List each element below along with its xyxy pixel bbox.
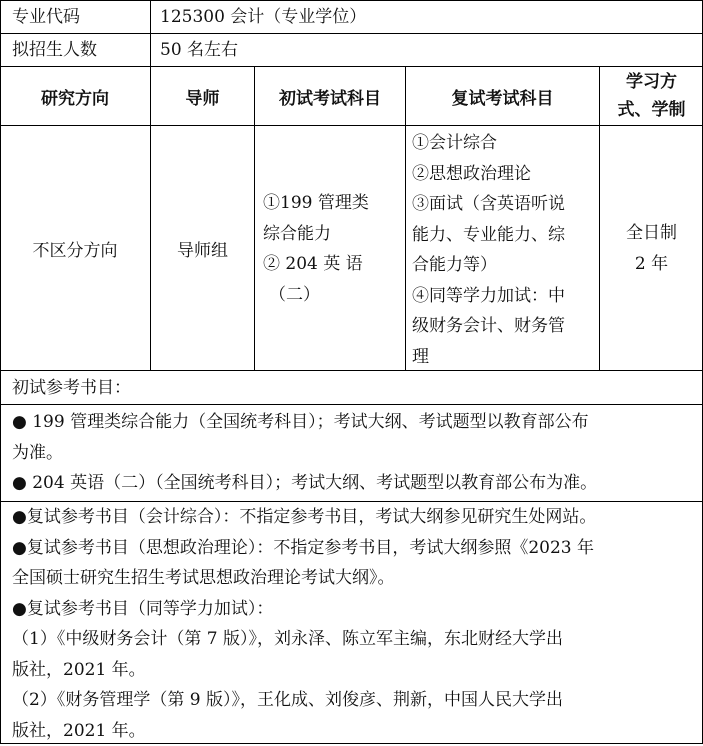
initial-exam-line: ② 204 英 语: [263, 249, 401, 280]
header-direction: 研究方向: [0, 66, 150, 126]
header-study-mode-line2: 式、学制: [600, 96, 703, 124]
initial-exam-line: ①199 管理类: [263, 188, 401, 219]
initial-refs-text: [12, 407, 698, 499]
header-advisor: 导师: [151, 66, 254, 126]
info-label-quota: 拟招生人数: [12, 35, 97, 65]
header-study-mode-line1: 学习方: [600, 68, 703, 96]
retest-line: 理: [412, 342, 597, 373]
retest-ref-line: 版社，2021 年。: [12, 655, 698, 686]
cell-initial-exam: [263, 188, 401, 310]
retest-ref-line: ●复试参考书目（会计综合）：不指定参考书目，考试大纲参见研究生处网站。: [12, 502, 698, 533]
initial-refs-title: 初试参考书目：: [12, 373, 131, 403]
retest-line: 合能力等）: [412, 250, 597, 281]
retest-ref-line: （2）《财务管理学（第 9 版）》，王化成、刘俊彦、荆新，中国人民大学出: [12, 685, 698, 716]
retest-ref-line: ●复试参考书目（同等学力加试）：: [12, 594, 698, 625]
initial-ref-line: 为准。: [12, 438, 698, 469]
retest-ref-line: ●复试参考书目（思想政治理论）：不指定参考书目，考试大纲参照《2023 年: [12, 533, 698, 564]
header-study-mode: [600, 66, 703, 126]
retest-line: 能力、专业能力、综: [412, 220, 597, 251]
info-value-code: 125300 会计（专业学位）: [160, 2, 366, 32]
retest-line: ①会计综合: [412, 128, 597, 159]
retest-line: 级财务会计、财务管: [412, 311, 597, 342]
retest-refs-text: [12, 502, 698, 746]
retest-ref-line: 版社，2021 年。: [12, 716, 698, 746]
header-initial-exam: 初试考试科目: [255, 66, 405, 126]
initial-ref-line: ● 204 英语（二）（全国统考科目）；考试大纲、考试题型以教育部公布为准。: [12, 468, 698, 499]
retest-line: ②思想政治理论: [412, 159, 597, 190]
study-mode-line: 2 年: [600, 249, 703, 280]
header-retest: 复试考试科目: [406, 66, 599, 126]
cell-study-mode: [600, 218, 703, 279]
info-row-quota: [0, 33, 703, 67]
retest-line: ③面试（含英语听说: [412, 189, 597, 220]
initial-ref-line: ● 199 管理类综合能力（全国统考科目）；考试大纲、考试题型以教育部公布: [12, 407, 698, 438]
study-mode-line: 全日制: [600, 218, 703, 249]
initial-exam-line: 综合能力: [263, 219, 401, 250]
cell-advisor: 导师组: [151, 126, 254, 371]
retest-line: ④同等学力加试：中: [412, 281, 597, 312]
retest-ref-line: （1）《中级财务会计（第 7 版）》，刘永泽、陈立军主编，东北财经大学出: [12, 624, 698, 655]
cell-retest: [412, 128, 597, 372]
retest-ref-line: 全国硕士研究生招生考试思想政治理论考试大纲》。: [12, 563, 698, 594]
info-label-code: 专业代码: [12, 2, 80, 32]
info-value-quota: 50 名左右: [160, 35, 238, 65]
initial-exam-line: （二）: [263, 280, 401, 311]
cell-direction: 不区分方向: [0, 126, 150, 371]
